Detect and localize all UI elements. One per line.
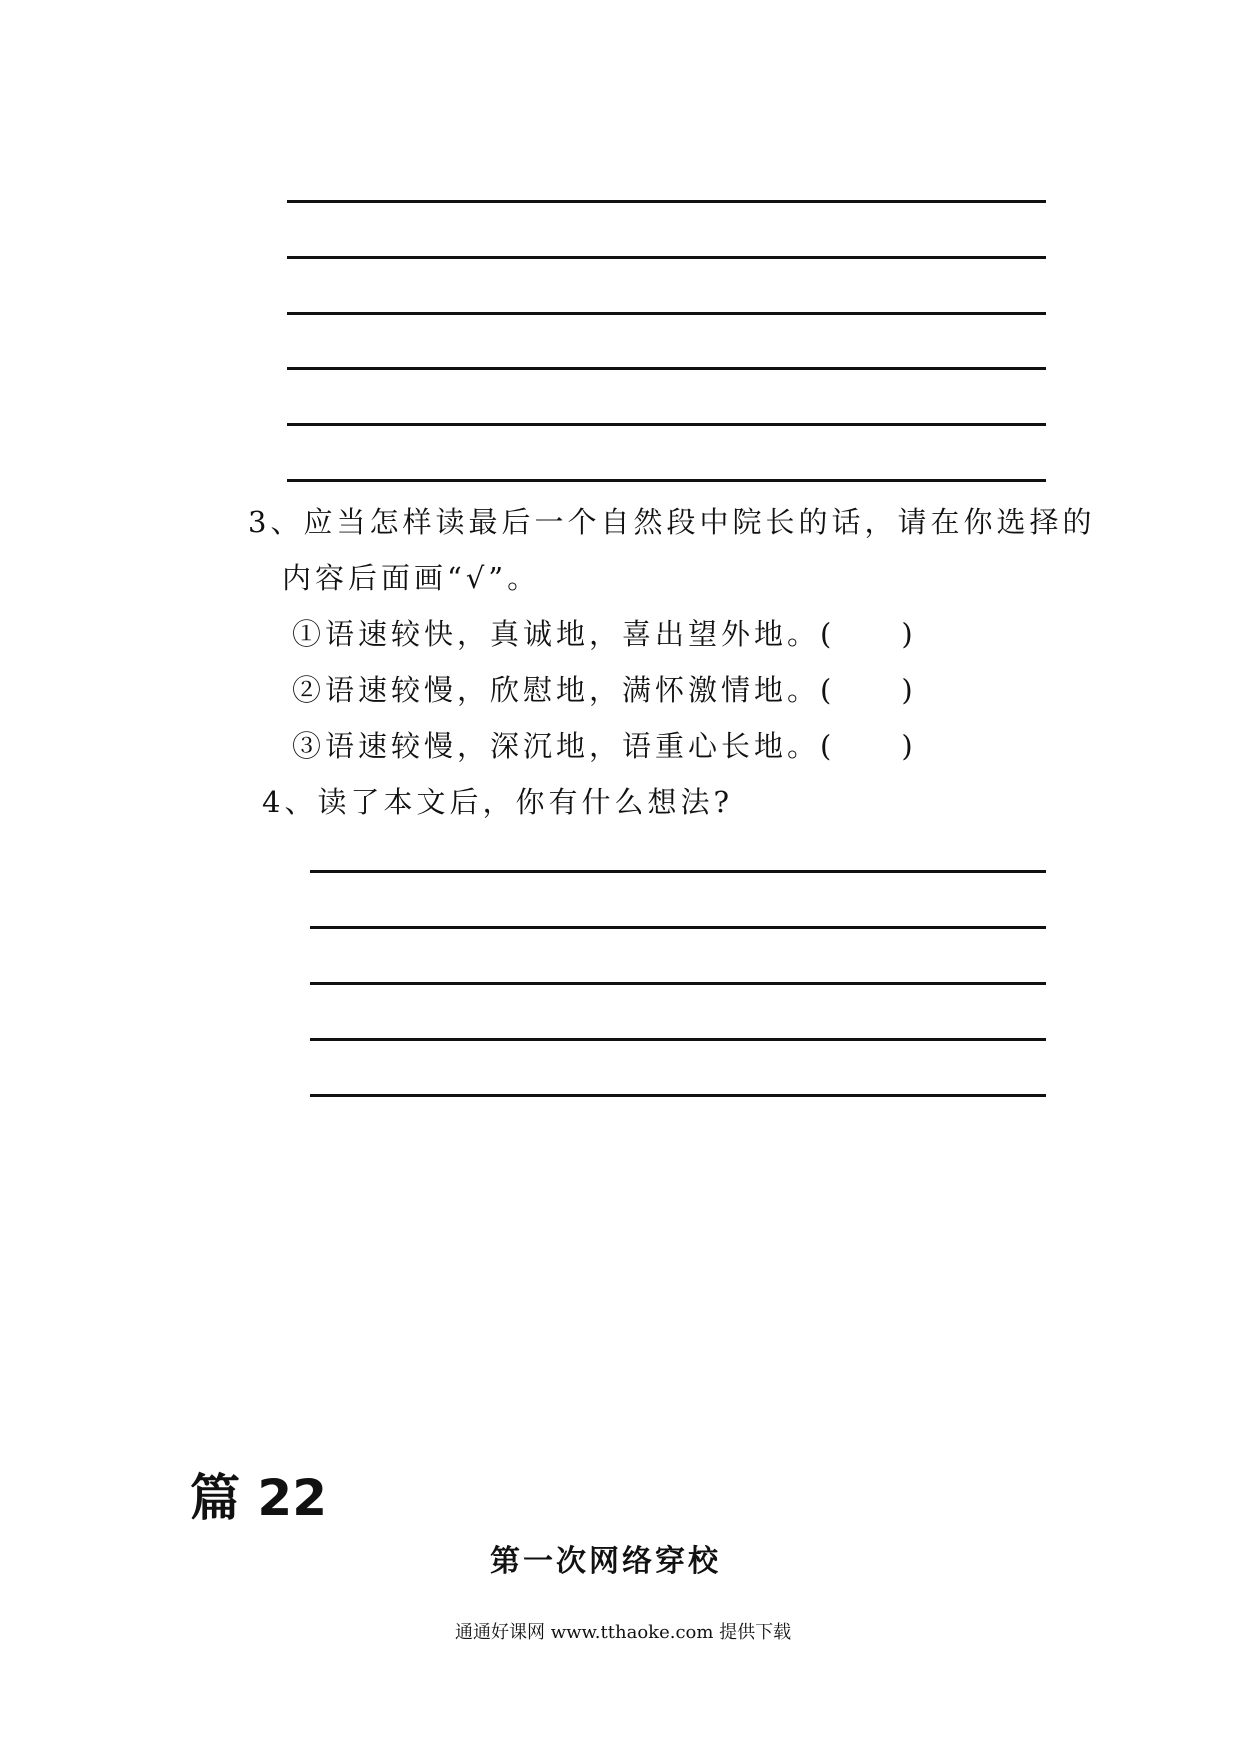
- question-3-prompt-line-2: 内容后面画“√”。: [282, 561, 541, 595]
- answer-line-4[interactable]: [287, 367, 1046, 370]
- q4-answer-line-5[interactable]: [310, 1094, 1046, 1097]
- section-title: 第一次网络穿校: [490, 1544, 721, 1579]
- q4-answer-line-2[interactable]: [310, 926, 1046, 929]
- answer-line-1[interactable]: [287, 200, 1046, 203]
- question-3-option-2[interactable]: ②语速较慢，欣慰地，满怀激情地。( ): [292, 673, 917, 707]
- answer-line-2[interactable]: [287, 256, 1046, 259]
- question-3-prompt-line-1: 3、应当怎样读最后一个自然段中院长的话，请在你选择的: [248, 505, 1096, 539]
- question-3-option-3[interactable]: ③语速较慢，深沉地，语重心长地。( ): [292, 729, 917, 763]
- answer-line-3[interactable]: [287, 312, 1046, 315]
- question-4-prompt: 4、读了本文后，你有什么想法?: [262, 785, 733, 819]
- q4-answer-line-1[interactable]: [310, 870, 1046, 873]
- q4-answer-line-3[interactable]: [310, 982, 1046, 985]
- q4-answer-line-4[interactable]: [310, 1038, 1046, 1041]
- section-number: 篇 22: [190, 1469, 327, 1527]
- answer-line-6[interactable]: [287, 479, 1046, 482]
- question-3-option-1[interactable]: ①语速较快，真诚地，喜出望外地。( ): [292, 617, 917, 651]
- footer-credit: 通通好课网 www.tthaoke.com 提供下载: [455, 1622, 792, 1643]
- answer-line-5[interactable]: [287, 423, 1046, 426]
